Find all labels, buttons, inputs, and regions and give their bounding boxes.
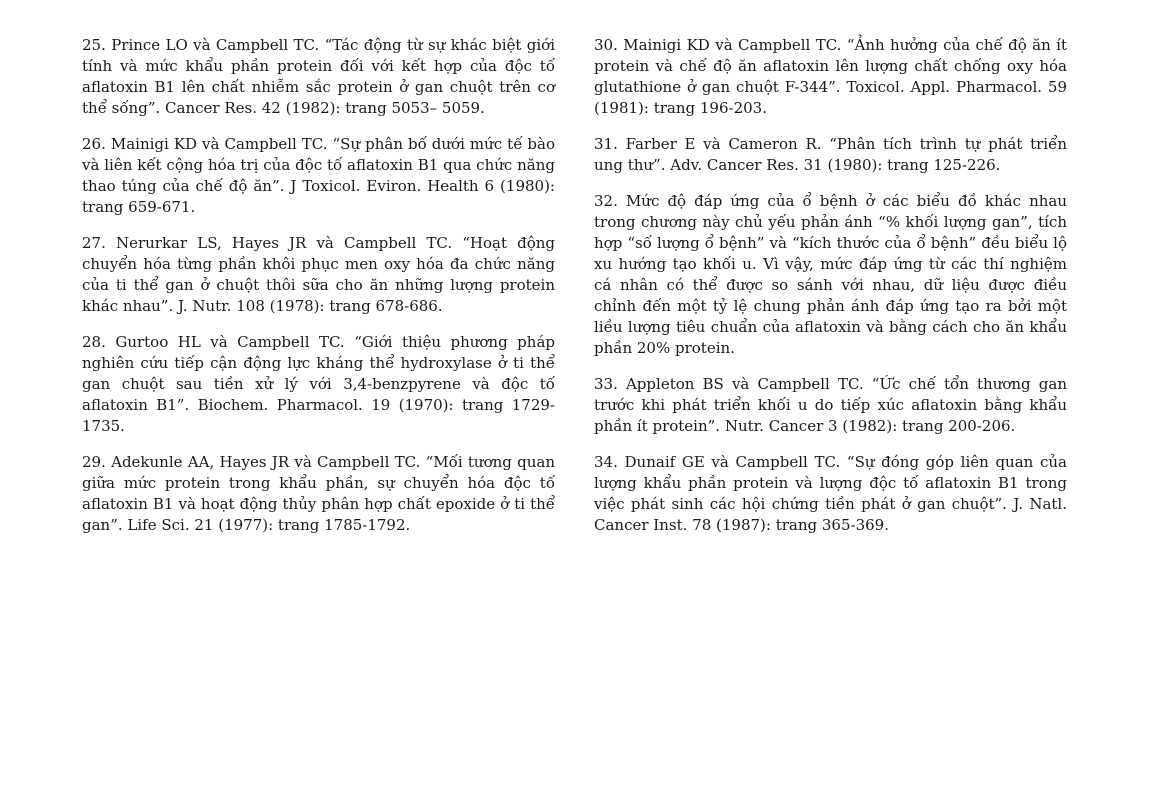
- reference-30: 30. Mainigi KD và Campbell TC. “Ảnh hưởng của chế độ ăn ít protein và chế độ ăn aflatoxin lên lượng chất chống oxy hóa glutathione ở gan chuột F-344”. Toxicol. Appl. Pharmacol. 59 (1981): trang 196-203.: [594, 36, 1067, 117]
- reference-28: 28. Gurtoo HL và Campbell TC. “Giới thiệu phương pháp nghiên cứu tiếp cận động lực kháng thể hydroxylase ở ti thể gan chuột sau tiền xử lý với 3,4-benzpyrene và độc tố aflatoxin B1”. Biochem. Pharmacol. 19 (1970): trang 1729-1735.: [82, 333, 555, 435]
- reference-34: 34. Dunaif GE và Campbell TC. “Sự đóng góp liên quan của lượng khẩu phần protein và lượng độc tố aflatoxin B1 trong việc phát sinh các hội chứng tiền phát ở gan chuột”. J. Natl. Cancer Inst. 78 (1987): trang 365-369.: [594, 453, 1067, 534]
- reference-27: 27. Nerurkar LS, Hayes JR và Campbell TC. “Hoạt động chuyển hóa từng phần khôi phục men oxy hóa đa chức năng của ti thể gan ở chuột thôi sữa cho ăn những lượng protein khác nhau”. J. Nutr. 108 (1978): trang 678-686.: [82, 234, 555, 315]
- reference-32: 32. Mức độ đáp ứng của ổ bệnh ở các biểu đồ khác nhau trong chương này chủ yếu phản ánh “% khối lượng gan”, tích hợp “số lượng ổ bệnh” và “kích thước của ổ bệnh” đều biểu lộ xu hướng tạo khối u. Vì vậy, mức đáp ứng từ các thí nghiệm cá nhân có thể được so sánh với nhau, dữ liệu được điều chỉnh đến một tỷ lệ chung phản ánh đáp ứng tạo ra bởi một liều lượng tiêu chuẩn của aflatoxin và bằng cách cho ăn khẩu phần 20% protein.: [594, 192, 1067, 357]
- references-column-right: [594, 35, 1067, 551]
- references-column-left: [82, 35, 555, 551]
- reference-25: 25. Prince LO và Campbell TC. “Tác động từ sự khác biệt giới tính và mức khẩu phần protein đối với kết hợp của độc tố aflatoxin B1 lên chất nhiễm sắc protein ở gan chuột trên cơ thể sống”. Cancer Res. 42 (1982): trang 5053– 5059.: [82, 36, 555, 117]
- reference-26: 26. Mainigi KD và Campbell TC. “Sự phân bố dưới mức tế bào và liên kết cộng hóa trị của độc tố aflatoxin B1 qua chức năng thao túng của chế độ ăn”. J Toxicol. Eviron. Health 6 (1980): trang 659-671.: [82, 135, 555, 216]
- reference-33: 33. Appleton BS và Campbell TC. “Ức chế tổn thương gan trước khi phát triển khối u do tiếp xúc aflatoxin bằng khẩu phần ít protein”. Nutr. Cancer 3 (1982): trang 200-206.: [594, 375, 1067, 435]
- reference-29: 29. Adekunle AA, Hayes JR và Campbell TC. “Mối tương quan giữa mức protein trong khẩu phần, sự chuyển hóa độc tố aflatoxin B1 và hoạt động thủy phân hợp chất epoxide ở ti thể gan”. Life Sci. 21 (1977): trang 1785-1792.: [82, 453, 555, 534]
- reference-31: 31. Farber E và Cameron R. “Phân tích trình tự phát triển ung thư”. Adv. Cancer Res. 31 (1980): trang 125-226.: [594, 135, 1067, 174]
